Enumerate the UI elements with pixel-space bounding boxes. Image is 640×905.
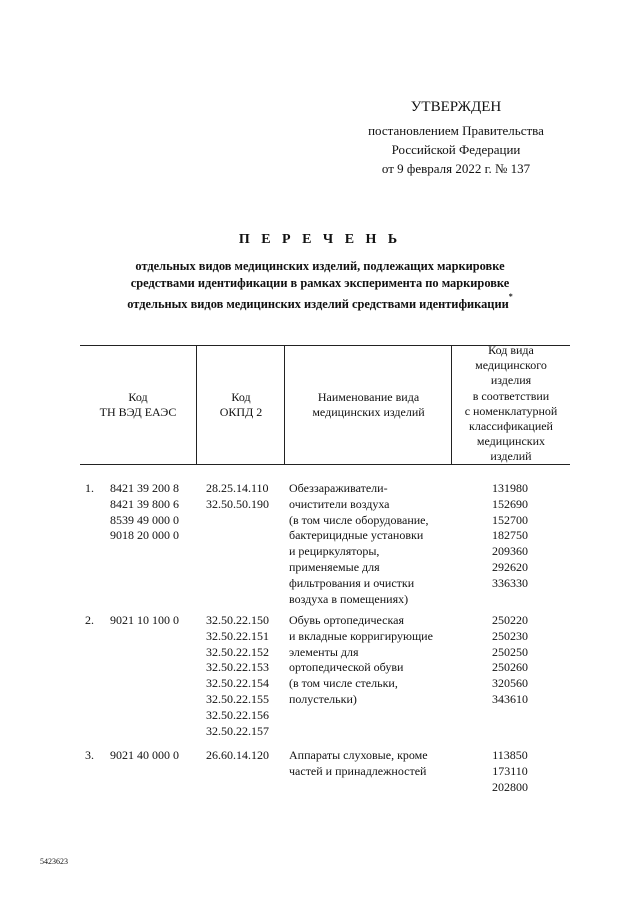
- row-number: 1.: [85, 481, 94, 495]
- kind-codes: 250220 250230 250250 250260 320560 343610: [492, 613, 528, 706]
- okpd-codes: 32.50.22.150 32.50.22.151 32.50.22.152 32.50.22.153 32.50.22.154 32.50.22.155 32.50.22.156 32.50.22.157: [206, 613, 269, 738]
- subtitle-line: отдельных видов медицинских изделий средствами идентификации*: [127, 292, 513, 312]
- approval-line: от 9 февраля 2022 г. № 137: [381, 161, 531, 176]
- header-okpd: Код ОКПД 2: [219, 390, 263, 420]
- row-number: 3.: [85, 748, 94, 762]
- subtitle-line: отдельных видов медицинских изделий, подлежащих маркировке: [135, 259, 505, 273]
- kind-codes: 131980 152690 152700 182750 209360 292620 336330: [492, 481, 528, 590]
- approval-line: постановлением Правительства: [368, 123, 544, 138]
- kind-codes: 113850 173110 202800: [492, 748, 528, 794]
- item-name: Обувь ортопедическая и вкладные корригирующие элементы для ортопедической обуви (в том числе стельки, полустельки): [289, 613, 433, 706]
- document-subtitle: [78, 258, 562, 313]
- item-name: Обеззараживатели- очистители воздуха (в том числе оборудование, бактерицидные установки и рециркуляторы, применяемые для фильтрования и очистки воздуха в помещениях): [289, 481, 429, 606]
- header-kind-code: Код вида медицинского изделия в соответствии с номенклатурной классификацией медицинских изделий: [464, 343, 558, 464]
- header-name: Наименование вида медицинских изделий: [312, 390, 425, 420]
- approval-block: [340, 98, 572, 178]
- tnved-codes: 9021 10 100 0: [110, 613, 179, 627]
- okpd-codes: 28.25.14.110 32.50.50.190: [206, 481, 269, 511]
- tnved-codes: 9021 40 000 0: [110, 748, 179, 762]
- subtitle-line: средствами идентификации в рамках эксперимента по маркировке: [130, 276, 510, 290]
- row-number: 2.: [85, 613, 94, 627]
- document-title: П Е Р Е Ч Е Н Ь: [238, 232, 402, 247]
- column-divider: [196, 345, 197, 464]
- approval-heading: УТВЕРЖДЕН: [410, 99, 502, 115]
- item-name: Аппараты слуховые, кроме частей и принадлежностей: [289, 748, 428, 778]
- footnote-mark: *: [508, 292, 513, 301]
- header-tnved: Код ТН ВЭД ЕАЭС: [99, 390, 177, 420]
- okpd-codes: 26.60.14.120: [206, 748, 269, 762]
- approval-line: Российской Федерации: [391, 142, 521, 157]
- column-divider: [284, 345, 285, 464]
- tnved-codes: 8421 39 200 8 8421 39 800 6 8539 49 000 0 9018 20 000 0: [110, 481, 179, 543]
- document-code: 5423623: [40, 857, 68, 866]
